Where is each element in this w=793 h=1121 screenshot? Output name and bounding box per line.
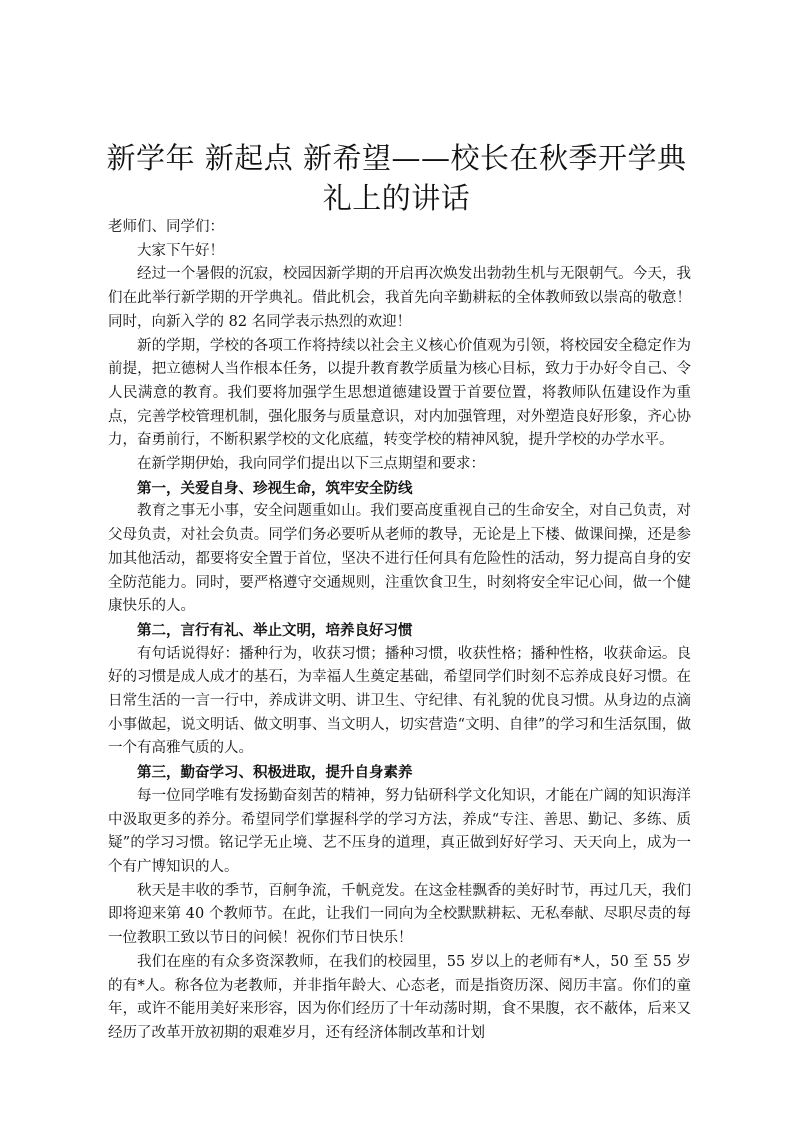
- paragraph-senior-teachers: 我们在座的有众多资深教师，在我们的校园里，55 岁以上的老师有*人，50 至 55 岁的有*人。称各位为老教师，并非指年龄大、心态老，而是指资历深、阅历丰富。你们的童年，或许不能用美好来形容，因为你们经历了十年动荡时期，食不果腹，衣不蔽体，后来又经历了改革开放初期的艰难岁月，还有经济体制改革和计划: [108, 953, 691, 1041]
- title-line-1: 新学年 新起点 新希望——校长在秋季开学典: [106, 141, 687, 175]
- document-title: [100, 138, 693, 218]
- paragraph-expectations: 在新学期伊始，我向同学们提出以下三点期望和要求：: [137, 456, 485, 473]
- paragraph-semester: 新的学期，学校的各项工作将持续以社会主义核心价值观为引领，将校园安全稳定作为前提，把立德树人当作根本任务，以提升教育教学质量为核心目标，致力于办好令自己、令人民满意的教育。我们要将加强学生思想道德建设置于首要位置，将教师队伍建设作为重点，完善学校管理机制，强化服务与质量意识，对内加强管理，对外塑造良好形象，齐心协力，奋勇前行，不断积累学校的文化底蕴，转变学校的精神风貌，提升学校的办学水平。: [108, 337, 691, 449]
- greeting: 大家下午好！: [137, 242, 224, 259]
- title-line-2: 礼上的讲话: [322, 181, 471, 215]
- salutation: 老师们、同学们：: [108, 219, 224, 235]
- section-heading-study: 第三，勤奋学习、积极进取，提升自身素养: [137, 764, 413, 782]
- document-body: [108, 216, 691, 1046]
- section-body-safety: 教育之事无小事，安全问题重如山。我们要高度重视自己的生命安全，对自己负责，对父母负责，对社会负责。同学们务必要听从老师的教导，无论是上下楼、做课间操，还是参加其他活动，都要将安全置于首位，坚决不进行任何具有危险性的活动，努力提高自身的安全防范能力。同时，要严格遵守交通规则，注重饮食卫生，时刻将安全牢记心间，做一个健康快乐的人。: [108, 503, 691, 615]
- section-body-habits: 有句话说得好：播种行为，收获习惯；播种习惯，收获性格；播种性格，收获命运。良好的习惯是成人成才的基石，为幸福人生奠定基础，希望同学们时刻不忘养成良好习惯。在日常生活的一言一行中，养成讲文明、讲卫生、守纪律、有礼貌的优良习惯。从身边的点滴小事做起，说文明话、做文明事、当文明人，切实营造“文明、自律”的学习和生活氛围，做一个有高雅气质的人。: [108, 645, 691, 757]
- paragraph-teachers-day: 秋天是丰收的季节，百舸争流，千帆竞发。在这金桂飘香的美好时节，再过几天，我们即将迎来第 40 个教师节。在此，让我们一同向为全校默默耕耘、无私奉献、尽职尽责的每一位教职工致以节日的问候！祝你们节日快乐！: [108, 882, 691, 947]
- section-body-study: 每一位同学唯有发扬勤奋刻苦的精神，努力钻研科学文化知识，才能在广阔的知识海洋中汲取更多的养分。希望同学们掌握科学的学习方法，养成“专注、善思、勤记、多练、质疑”的学习习惯。铭记学无止境、艺不压身的道理，真正做到好好学习、天天向上，成为一个有广博知识的人。: [108, 787, 691, 875]
- paragraph-opening: 经过一个暑假的沉寂，校园因新学期的开启再次焕发出勃勃生机与无限朝气。今天，我们在此举行新学期的开学典礼。借此机会，我首先向辛勤耕耘的全体教师致以崇高的敬意！同时，向新入学的 82 名同学表示热烈的欢迎！: [108, 266, 691, 330]
- section-heading-safety: 第一，关爱自身、珍视生命，筑牢安全防线: [137, 479, 413, 497]
- section-heading-habits: 第二，言行有礼、举止文明，培养良好习惯: [137, 621, 413, 639]
